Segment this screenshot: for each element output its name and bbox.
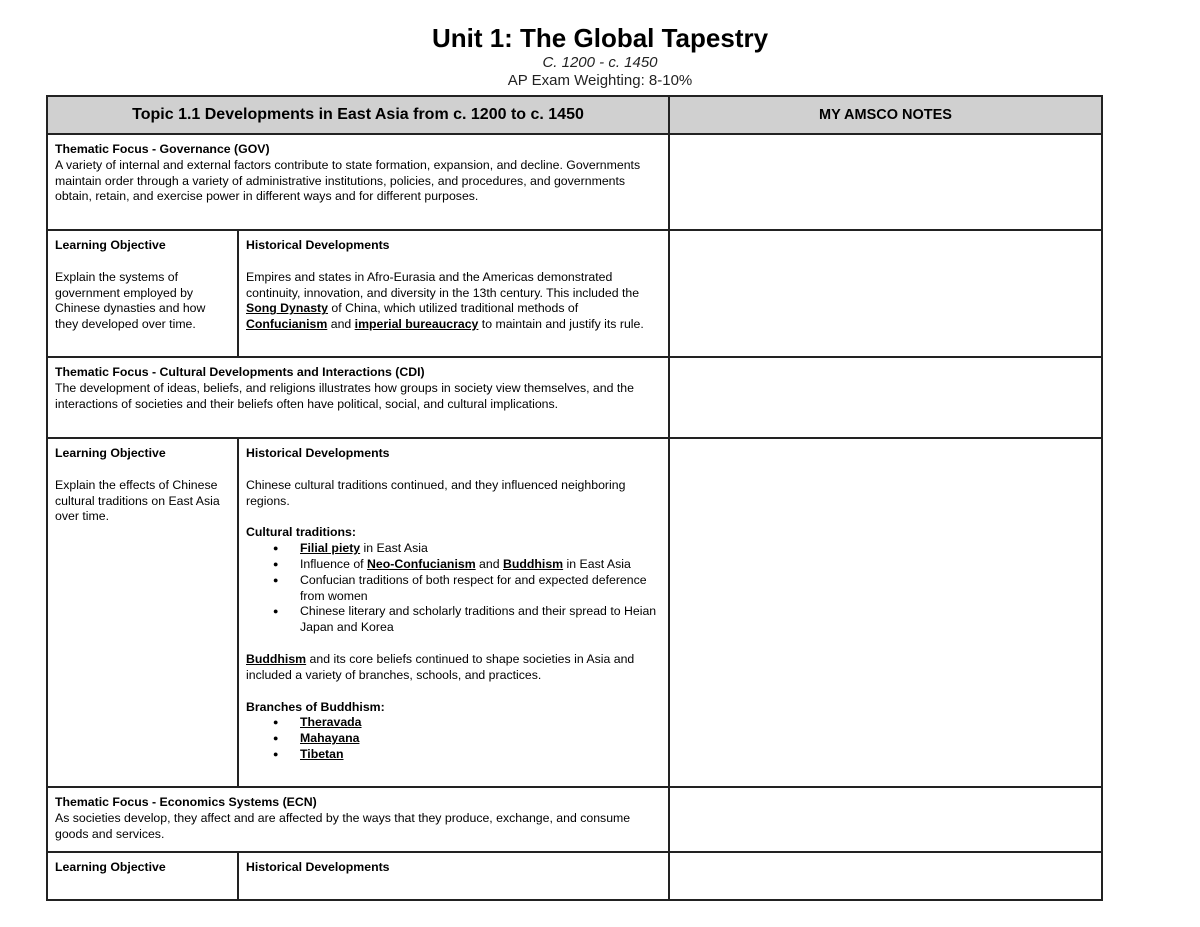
notes-cell[interactable] bbox=[669, 134, 1102, 230]
historical-developments-cell bbox=[238, 852, 669, 900]
thematic-focus-title: Thematic Focus - Cultural Developments and Interactions (CDI) bbox=[55, 365, 425, 379]
table-header-row bbox=[47, 96, 1102, 134]
branches-label: Branches of Buddhism: bbox=[246, 699, 385, 714]
notes-cell[interactable] bbox=[669, 357, 1102, 438]
table-row bbox=[47, 852, 1102, 900]
learning-objective-label: Learning Objective bbox=[55, 446, 166, 460]
list-item: ● Theravada bbox=[300, 715, 661, 731]
thematic-focus-ecn bbox=[47, 787, 669, 852]
page-header bbox=[0, 22, 1200, 90]
historical-developments-label: Historical Developments bbox=[246, 238, 390, 252]
list-item: ● Chinese literary and scholarly traditions and their spread to Heian Japan and Korea bbox=[300, 604, 661, 636]
key-term: Song Dynasty bbox=[246, 301, 328, 316]
thematic-focus-text: The development of ideas, beliefs, and religions illustrates how groups in society view themselves, and the interactions of societies and their beliefs often have political, social, and cultural implications. bbox=[55, 380, 634, 411]
buddhism-text: Buddhism and its core beliefs continued to shape societies in Asia and included a variety of branches, schools, and practices. bbox=[246, 651, 635, 682]
notes-cell[interactable] bbox=[669, 230, 1102, 357]
thematic-focus-cdi bbox=[47, 357, 669, 438]
learning-objective-text: Explain the effects of Chinese cultural traditions on East Asia over time. bbox=[55, 477, 220, 524]
historical-developments-label: Historical Developments bbox=[246, 446, 390, 460]
learning-objective-label: Learning Objective bbox=[55, 238, 166, 252]
learning-objective-cell bbox=[47, 438, 238, 787]
historical-developments-cell bbox=[238, 230, 669, 357]
thematic-focus-title: Thematic Focus - Governance (GOV) bbox=[55, 142, 270, 156]
intro-text: Chinese cultural traditions continued, and they influenced neighboring regions. bbox=[246, 477, 626, 508]
key-term: imperial bureaucracy bbox=[354, 317, 479, 332]
traditions-label: Cultural traditions: bbox=[246, 525, 356, 540]
thematic-focus-text: A variety of internal and external factors contribute to state formation, expansion, and decline. Governments maintain order through a variety of administrative institutions, policies, and procedures, and governments obtain, retain, and exercise power in different ways and for different purposes. bbox=[55, 157, 641, 204]
list-item: ● Influence of Neo-Confucianism and Buddhism in East Asia bbox=[300, 557, 661, 573]
list-item: ● Confucian traditions of both respect for and expected deference from women bbox=[300, 573, 661, 605]
historical-developments-text: Empires and states in Afro-Eurasia and the Americas demonstrated continuity, innovation, and diversity in the 13th century. This included the Song Dynasty of China, which utilized traditional methods of Confucianism and imperial bureaucracy to maintain and justify its rule. bbox=[246, 269, 644, 332]
notes-table bbox=[46, 95, 1103, 901]
topic-header: Topic 1.1 Developments in East Asia from c. 1200 to c. 1450 bbox=[47, 96, 669, 134]
learning-objective-label: Learning Objective bbox=[55, 860, 166, 874]
thematic-focus-gov bbox=[47, 134, 669, 230]
traditions-list bbox=[246, 541, 661, 636]
exam-weighting: AP Exam Weighting: 8-10% bbox=[507, 72, 693, 89]
notes-cell[interactable] bbox=[669, 852, 1102, 900]
table-row bbox=[47, 134, 1102, 230]
notes-cell[interactable] bbox=[669, 438, 1102, 787]
learning-objective-text: Explain the systems of government employed by Chinese dynasties and how they developed over time. bbox=[55, 269, 206, 332]
table-row bbox=[47, 438, 1102, 787]
list-item: ● Mahayana bbox=[300, 731, 661, 747]
table-row bbox=[47, 357, 1102, 438]
table-row bbox=[47, 787, 1102, 852]
thematic-focus-text: As societies develop, they affect and are affected by the ways that they produce, exchange, and consume goods and services. bbox=[55, 810, 631, 841]
learning-objective-cell bbox=[47, 230, 238, 357]
list-item: ● Filial piety in East Asia bbox=[300, 541, 661, 557]
key-term: Confucianism bbox=[246, 317, 328, 332]
historical-developments-label: Historical Developments bbox=[246, 860, 390, 874]
branches-list bbox=[246, 715, 661, 762]
list-item: ● Tibetan bbox=[300, 747, 661, 763]
notes-header: MY AMSCO NOTES bbox=[669, 96, 1102, 134]
page-title: Unit 1: The Global Tapestry bbox=[431, 23, 769, 53]
date-range: C. 1200 - c. 1450 bbox=[542, 54, 658, 71]
historical-developments-cell bbox=[238, 438, 669, 787]
table-row bbox=[47, 230, 1102, 357]
learning-objective-cell bbox=[47, 852, 238, 900]
thematic-focus-title: Thematic Focus - Economics Systems (ECN) bbox=[55, 795, 317, 809]
notes-cell[interactable] bbox=[669, 787, 1102, 852]
